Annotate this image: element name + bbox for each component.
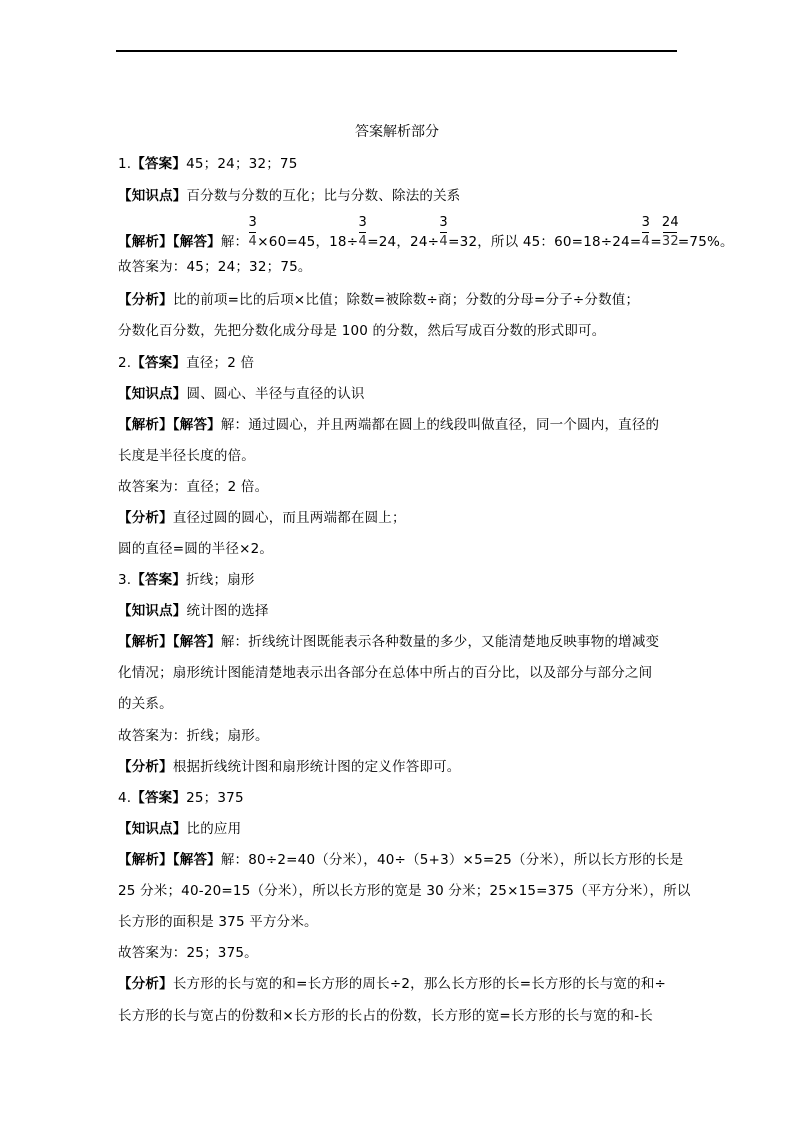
page-title: 答案解析部分	[355, 124, 439, 140]
answer-label: 【答案】	[131, 156, 187, 172]
analysis-label: 【分析】	[118, 976, 173, 992]
answer-value: 45；24；32；75	[186, 156, 298, 172]
q2-analysis-line	[118, 509, 406, 527]
knowledge-label: 【知识点】	[118, 821, 187, 837]
solution-text: ×60=45，18÷	[257, 234, 359, 250]
solution-text: 解：80÷2=40（分米），40÷（5+3）×5=25（分米），所以长方形的长是	[220, 852, 684, 868]
fraction	[641, 215, 651, 251]
analysis-text: 比的前项=比的后项×比值；除数=被除数÷商；分数的分母=分子÷分数值；	[172, 292, 640, 308]
solution-text: =32，所以 45：60=18÷24=	[448, 234, 642, 250]
q2-analysis-line-2: 圆的直径=圆的半径×2。	[118, 541, 274, 557]
fraction	[439, 215, 448, 251]
q3-conclusion-line: 故答案为：折线；扇形。	[118, 728, 269, 744]
q4-analysis-line-2: 长方形的长与宽占的份数和×长方形的长占的份数，长方形的宽=长方形的长与宽的和-长	[118, 1008, 653, 1024]
q3-solution-line-3: 的关系。	[118, 696, 173, 712]
fraction-numerator: 24	[661, 215, 679, 230]
fraction-denominator: 4	[641, 234, 651, 249]
q3-solution-line	[118, 633, 659, 651]
answer-value: 折线；扇形	[186, 572, 255, 588]
fraction-numerator: 3	[248, 215, 257, 230]
answer-label: 【答案】	[131, 572, 187, 588]
q4-solution-line-3: 长方形的面积是 375 平方分米。	[118, 914, 318, 930]
solution-text: =24，24÷	[367, 234, 440, 250]
analysis-label: 【分析】	[118, 292, 173, 308]
solution-label: 【解析】【解答】	[118, 234, 221, 250]
analysis-text: 长方形的长与宽的和=长方形的周长÷2，那么长方形的长=长方形的长与宽的和÷	[172, 976, 667, 992]
fraction	[661, 215, 679, 251]
q4-conclusion-line: 故答案为：25；375。	[118, 945, 258, 961]
knowledge-label: 【知识点】	[118, 188, 187, 204]
solution-prefix: 解：	[220, 234, 249, 250]
solution-text: 解：折线统计图既能表示各种数量的多少，又能清楚地反映事物的增减变	[220, 634, 660, 650]
q1-conclusion-line: 故答案为：45；24；32；75。	[118, 259, 312, 275]
knowledge-value: 比的应用	[186, 821, 242, 837]
solution-label: 【解析】【解答】	[118, 417, 221, 433]
q1-solution-line	[118, 215, 734, 251]
solution-label: 【解析】【解答】	[118, 852, 221, 868]
analysis-text: 根据折线统计图和扇形统计图的定义作答即可。	[172, 759, 461, 775]
question-number: 2.	[118, 355, 132, 371]
q2-solution-line	[118, 416, 659, 434]
answer-value: 直径；2 倍	[186, 355, 255, 371]
q3-analysis-line	[118, 758, 461, 776]
fraction-numerator: 3	[358, 215, 367, 230]
solution-text: =75%。	[677, 234, 734, 250]
knowledge-value: 圆、圆心、半径与直径的认识	[186, 386, 365, 402]
fraction-denominator: 4	[358, 234, 367, 249]
fraction-numerator: 3	[641, 215, 651, 230]
fraction	[358, 215, 367, 251]
answer-label: 【答案】	[131, 355, 187, 371]
fraction-denominator: 32	[661, 234, 679, 249]
solution-text: =	[650, 234, 662, 250]
fraction	[248, 215, 257, 251]
solution-label: 【解析】【解答】	[118, 634, 221, 650]
analysis-label: 【分析】	[118, 510, 173, 526]
knowledge-label: 【知识点】	[118, 603, 187, 619]
header-rule	[116, 50, 677, 52]
q4-solution-line	[118, 851, 683, 869]
question-number: 1.	[118, 156, 132, 172]
question-number: 4.	[118, 790, 132, 806]
fraction-numerator: 3	[439, 215, 448, 230]
q1-analysis-line-2: 分数化百分数，先把分数化成分母是 100 的分数，然后写成百分数的形式即可。	[118, 323, 606, 339]
question-number: 3.	[118, 572, 132, 588]
answer-value: 25；375	[186, 790, 244, 806]
q1-analysis-line	[118, 291, 639, 309]
fraction-denominator: 4	[248, 234, 257, 249]
analysis-text: 直径过圆的圆心，而且两端都在圆上；	[172, 510, 406, 526]
q4-solution-line-2: 25 分米；40-20=15（分米），所以长方形的宽是 30 分米；25×15=375（平方分米），所以	[118, 883, 691, 899]
q2-answer-line	[118, 354, 254, 372]
knowledge-value: 百分数与分数的互化；比与分数、除法的关系	[186, 188, 461, 204]
solution-text: 解：通过圆心，并且两端都在圆上的线段叫做直径，同一个圆内，直径的	[220, 417, 660, 433]
q3-knowledge-line	[118, 602, 269, 620]
q2-conclusion-line: 故答案为：直径；2 倍。	[118, 479, 269, 495]
q1-knowledge-line	[118, 187, 461, 205]
knowledge-label: 【知识点】	[118, 386, 187, 402]
q1-answer-line	[118, 155, 298, 173]
fraction-denominator: 4	[439, 234, 448, 249]
q4-answer-line	[118, 789, 244, 807]
q3-answer-line	[118, 571, 255, 589]
q4-knowledge-line	[118, 820, 241, 838]
q3-solution-line-2: 化情况；扇形统计图能清楚地表示出各部分在总体中所占的百分比，以及部分与部分之间	[118, 665, 653, 681]
answer-label: 【答案】	[131, 790, 187, 806]
q2-solution-line-2: 长度是半径长度的倍。	[118, 448, 255, 464]
knowledge-value: 统计图的选择	[186, 603, 269, 619]
analysis-label: 【分析】	[118, 759, 173, 775]
q2-knowledge-line	[118, 385, 365, 403]
q4-analysis-line	[118, 975, 666, 993]
